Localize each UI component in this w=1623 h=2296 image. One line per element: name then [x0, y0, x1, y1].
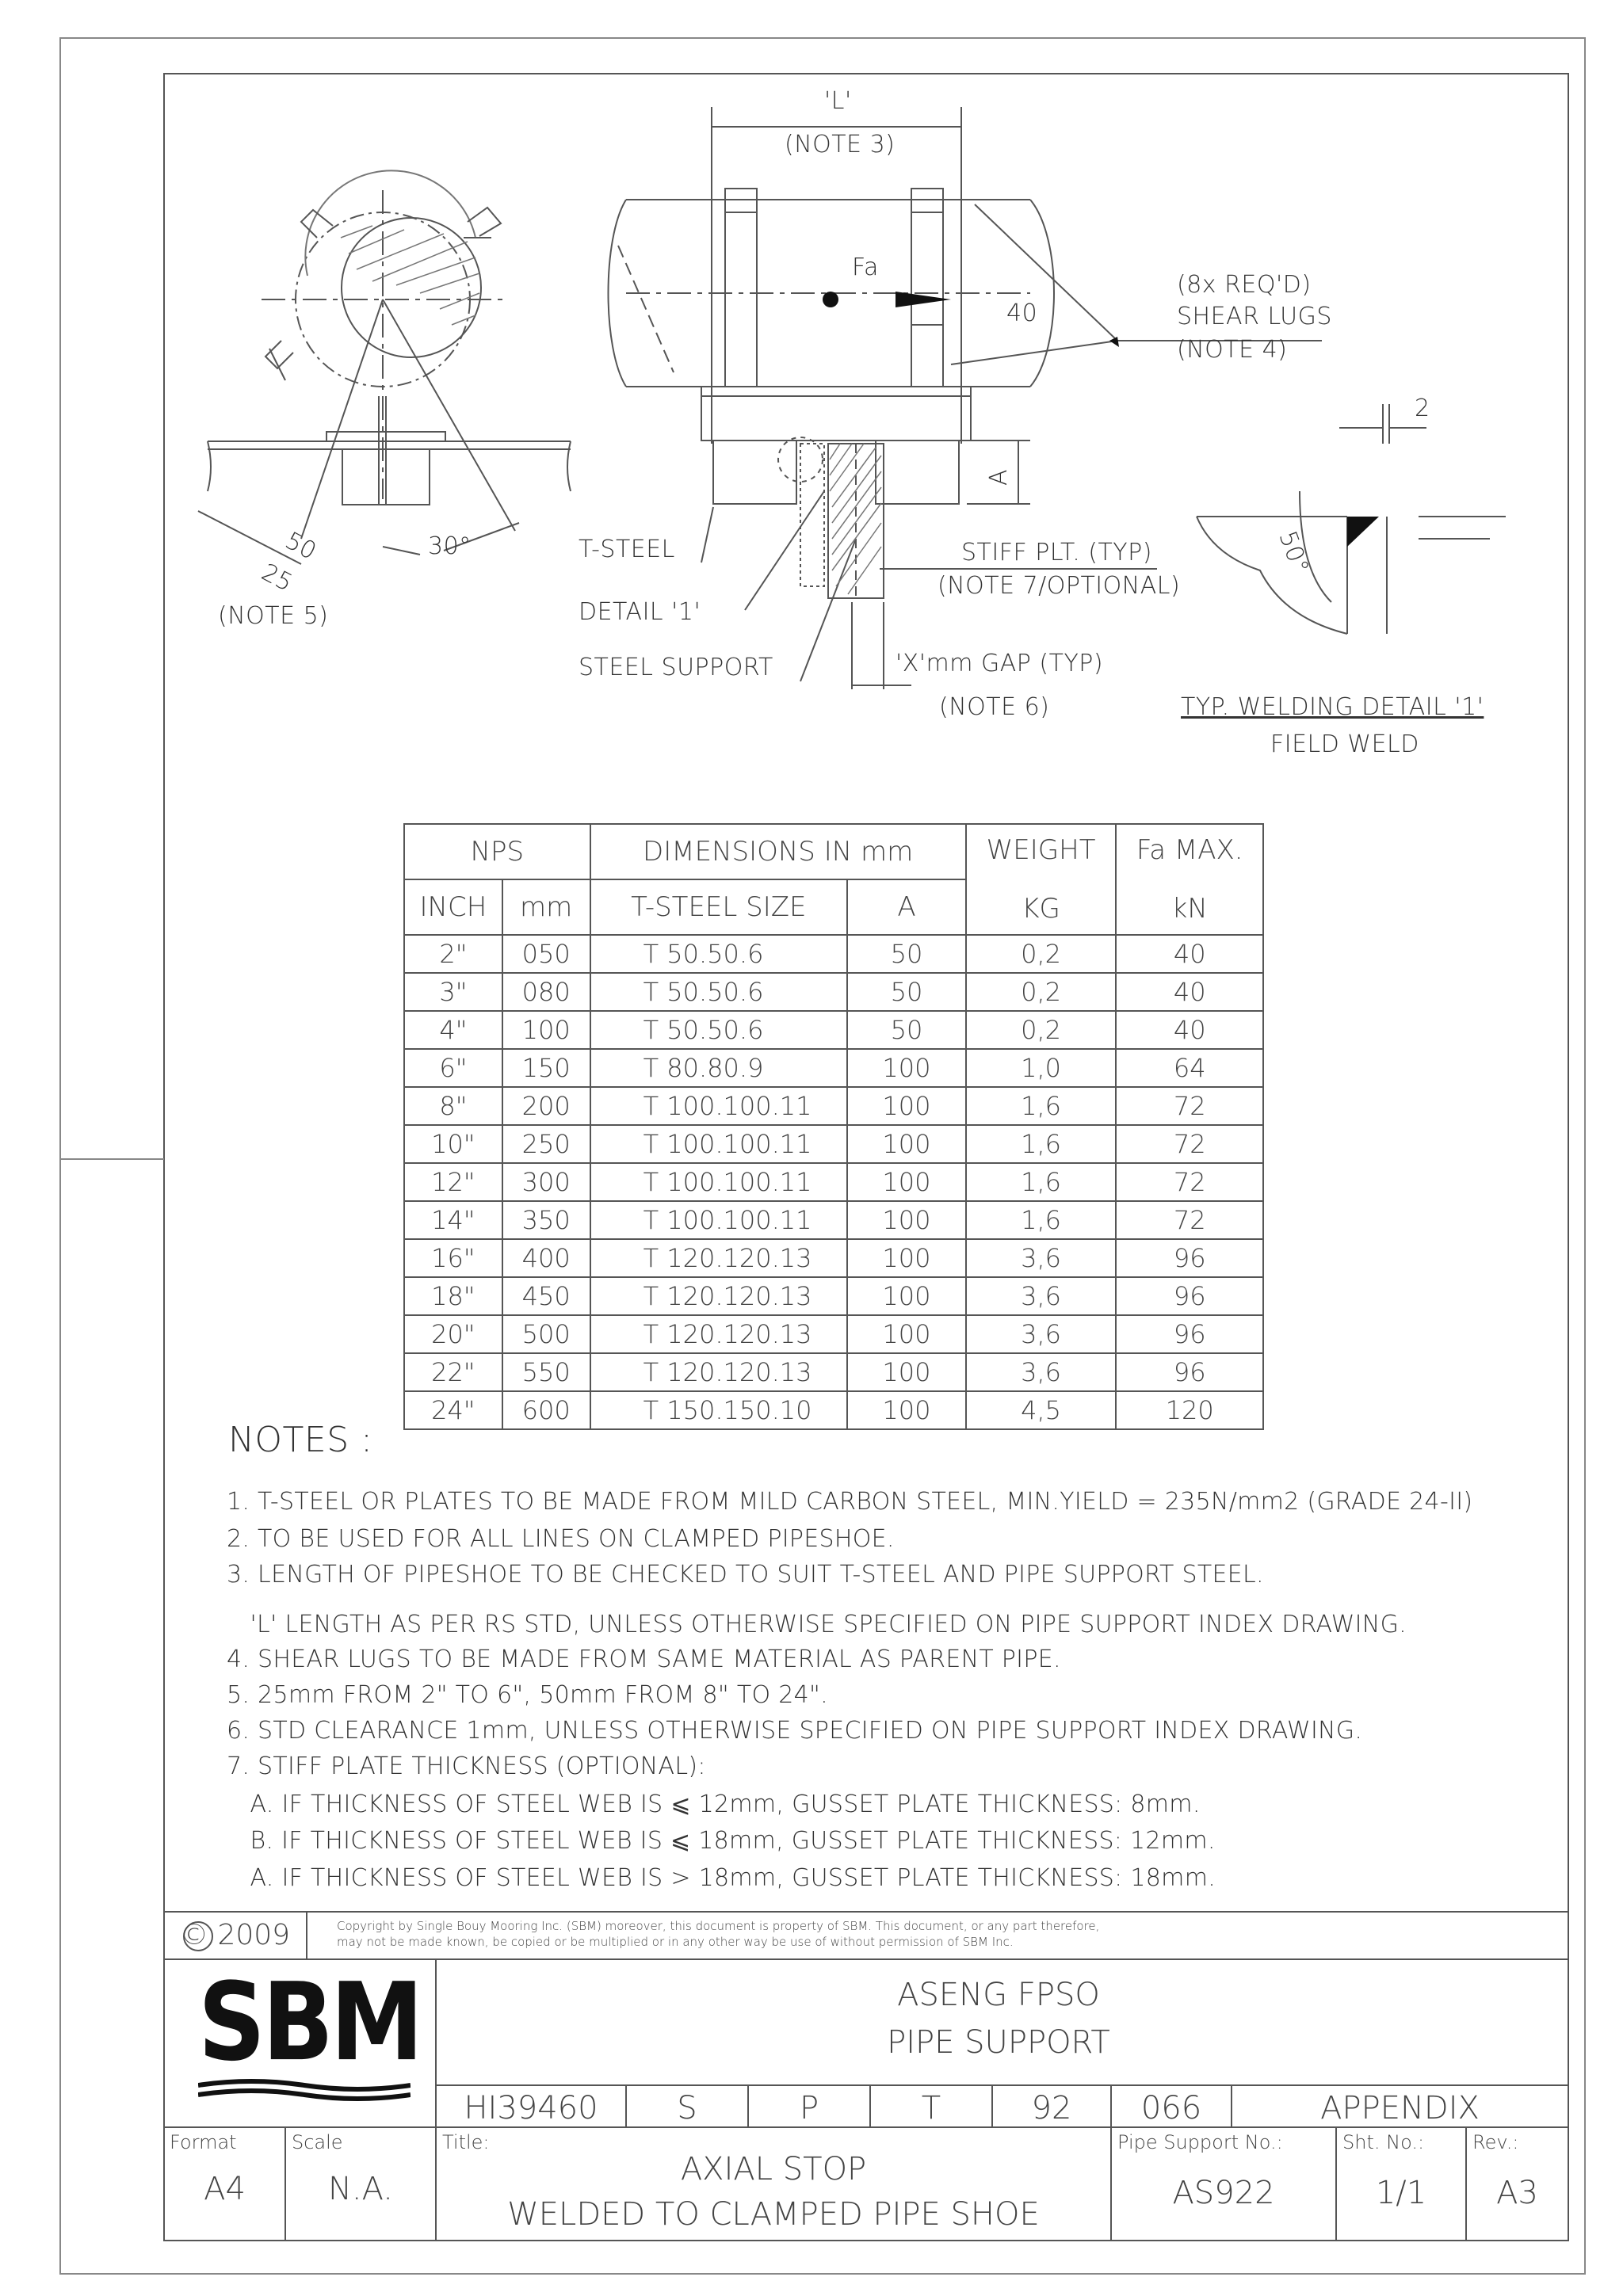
fa-label: Fa — [852, 254, 879, 281]
cell-fa-max: 72 — [1116, 1125, 1263, 1163]
sbm-logo-waves — [198, 2077, 411, 2101]
cell-weight: 4,5 — [966, 1391, 1117, 1429]
sheet-no-value: 1/1 — [1375, 2175, 1427, 2211]
code-project: HI39460 — [464, 2090, 598, 2126]
support-no-label: Pipe Support No.: — [1117, 2131, 1283, 2153]
cell-mm: 200 — [502, 1087, 590, 1125]
cell-tsteel: T 100.100.11 — [590, 1201, 848, 1239]
cell-tsteel: T 100.100.11 — [590, 1125, 848, 1163]
note-line: 7. STIFF PLATE THICKNESS (OPTIONAL): — [227, 1753, 706, 1780]
cell-tsteel: T 150.150.10 — [590, 1391, 848, 1429]
cell-mm: 550 — [502, 1353, 590, 1391]
stiff-plt-label: STIFF PLT. (TYP) — [961, 539, 1152, 566]
cell-weight: 0,2 — [966, 1011, 1117, 1049]
header-a: A — [847, 879, 966, 935]
note-line: B. IF THICKNESS OF STEEL WEB IS ⩽ 18mm, GUSSET PLATE THICKNESS: 12mm. — [227, 1827, 1216, 1855]
cell-fa-max: 40 — [1116, 973, 1263, 1011]
scale-value: N.A. — [327, 2171, 393, 2207]
note7-label: (NOTE 7/OPTIONAL) — [938, 572, 1181, 600]
lugs-qty-label: (8x REQ'D) — [1177, 271, 1312, 299]
note-line: 3. LENGTH OF PIPESHOE TO BE CHECKED TO SUIT T-STEEL AND PIPE SUPPORT STEEL. — [227, 1561, 1264, 1589]
cell-a: 100 — [847, 1087, 966, 1125]
project-name: ASENG FPSO — [897, 1977, 1100, 2013]
copyright-line-1: Copyright by Single Bouy Mooring Inc. (SBM) moreover, this document is property of SBM. This document, or any part therefore, — [337, 1919, 1100, 1933]
cell-inch: 12" — [404, 1163, 502, 1201]
cell-mm: 150 — [502, 1049, 590, 1087]
header-nps: NPS — [404, 824, 590, 879]
note-line: A. IF THICKNESS OF STEEL WEB IS ⩽ 12mm, GUSSET PLATE THICKNESS: 8mm. — [227, 1791, 1201, 1818]
cell-inch: 6" — [404, 1049, 502, 1087]
steel-support-label: STEEL SUPPORT — [579, 654, 773, 681]
cell-inch: 3" — [404, 973, 502, 1011]
cell-tsteel: T 80.80.9 — [590, 1049, 848, 1087]
cell-tsteel: T 120.120.13 — [590, 1353, 848, 1391]
cell-mm: 350 — [502, 1201, 590, 1239]
cell-a: 100 — [847, 1163, 966, 1201]
weld-detail-subtitle: FIELD WELD — [1270, 730, 1419, 758]
cell-fa-max: 72 — [1116, 1087, 1263, 1125]
cell-a: 50 — [847, 935, 966, 973]
revision-label: Rev.: — [1472, 2131, 1519, 2153]
code-appendix: APPENDIX — [1320, 2090, 1480, 2126]
cell-inch: 18" — [404, 1277, 502, 1315]
cell-weight: 1,6 — [966, 1201, 1117, 1239]
cell-a: 100 — [847, 1353, 966, 1391]
header-dimensions: DIMENSIONS IN mm — [590, 824, 966, 879]
copyright-line-2: may not be made known, be copied or be multiplied or in any other way be use of without permission of SBM Inc. — [337, 1935, 1014, 1949]
cell-inch: 2" — [404, 935, 502, 973]
cell-mm: 050 — [502, 935, 590, 973]
gap-label: 'X'mm GAP (TYP) — [896, 650, 1104, 677]
cell-mm: 500 — [502, 1315, 590, 1353]
cell-inch: 22" — [404, 1353, 502, 1391]
cell-fa-max: 64 — [1116, 1049, 1263, 1087]
angle-50-label: 50° — [1273, 527, 1315, 578]
revision-value: A3 — [1496, 2175, 1538, 2211]
sbm-logo-text: SBM — [198, 1958, 421, 2085]
cell-weight: 1,6 — [966, 1163, 1117, 1201]
code-s: S — [677, 2090, 697, 2126]
cell-tsteel: T 50.50.6 — [590, 973, 848, 1011]
code-92: 92 — [1031, 2090, 1072, 2126]
scale-label: Scale — [292, 2131, 343, 2153]
cell-mm: 300 — [502, 1163, 590, 1201]
cell-weight: 1,6 — [966, 1125, 1117, 1163]
dim-2-label: 2 — [1415, 395, 1430, 422]
dim-a-label: A — [985, 468, 1014, 486]
cell-a: 100 — [847, 1201, 966, 1239]
cell-tsteel: T 50.50.6 — [590, 1011, 848, 1049]
cell-tsteel: T 100.100.11 — [590, 1163, 848, 1201]
cell-tsteel: T 120.120.13 — [590, 1315, 848, 1353]
header-mm: mm — [502, 879, 590, 935]
cell-tsteel: T 50.50.6 — [590, 935, 848, 973]
code-066: 066 — [1140, 2090, 1202, 2126]
cell-tsteel: T 120.120.13 — [590, 1277, 848, 1315]
cell-inch: 24" — [404, 1391, 502, 1429]
sheet-no-label: Sht. No.: — [1342, 2131, 1425, 2153]
cell-a: 100 — [847, 1239, 966, 1277]
note-line: 5. 25mm FROM 2" TO 6", 50mm FROM 8" TO 24". — [227, 1681, 828, 1709]
cell-a: 50 — [847, 973, 966, 1011]
dim-25-label: 25 — [257, 558, 298, 598]
cell-inch: 20" — [404, 1315, 502, 1353]
cell-a: 100 — [847, 1277, 966, 1315]
cell-fa-max: 40 — [1116, 1011, 1263, 1049]
angle-30-label: 30° — [428, 532, 472, 560]
detail1-label: DETAIL '1' — [579, 598, 701, 626]
cell-weight: 3,6 — [966, 1315, 1117, 1353]
header-tsteel: T-STEEL SIZE — [590, 879, 848, 935]
drawing-title-2: WELDED TO CLAMPED PIPE SHOE — [507, 2196, 1040, 2233]
dim-50-label: 50 — [281, 526, 322, 566]
header-kn: kN — [1171, 893, 1208, 925]
lugs-note-label: (NOTE 4) — [1177, 336, 1288, 364]
cell-tsteel: T 100.100.11 — [590, 1087, 848, 1125]
cell-a: 100 — [847, 1391, 966, 1429]
header-inch: INCH — [404, 879, 502, 935]
note-line: 'L' LENGTH AS PER RS STD, UNLESS OTHERWISE SPECIFIED ON PIPE SUPPORT INDEX DRAWING. — [227, 1611, 1407, 1638]
code-t: T — [921, 2090, 941, 2126]
cell-weight: 1,6 — [966, 1087, 1117, 1125]
sbm-logo — [198, 1958, 421, 2101]
note-line: 2. TO BE USED FOR ALL LINES ON CLAMPED PIPESHOE. — [227, 1525, 895, 1553]
dim-40-label: 40 — [1006, 299, 1038, 327]
tsteel-label: T-STEEL — [579, 536, 675, 563]
note-line: 6. STD CLEARANCE 1mm, UNLESS OTHERWISE SPECIFIED ON PIPE SUPPORT INDEX DRAWING. — [227, 1717, 1363, 1745]
cell-fa-max: 120 — [1116, 1391, 1263, 1429]
cell-mm: 450 — [502, 1277, 590, 1315]
note6-label: (NOTE 6) — [939, 693, 1050, 721]
format-label: Format — [170, 2131, 237, 2153]
cell-weight: 3,6 — [966, 1239, 1117, 1277]
cell-mm: 250 — [502, 1125, 590, 1163]
drawing-title-1: AXIAL STOP — [680, 2151, 867, 2187]
cell-weight: 3,6 — [966, 1353, 1117, 1391]
dim-l-label: 'L' — [824, 87, 852, 115]
cell-mm: 080 — [502, 973, 590, 1011]
notes-heading: NOTES : — [228, 1420, 373, 1460]
cell-tsteel: T 120.120.13 — [590, 1239, 848, 1277]
note-line: 4. SHEAR LUGS TO BE MADE FROM SAME MATERIAL AS PARENT PIPE. — [227, 1646, 1061, 1673]
cell-fa-max: 96 — [1116, 1277, 1263, 1315]
cell-fa-max: 96 — [1116, 1315, 1263, 1353]
cell-mm: 400 — [502, 1239, 590, 1277]
cell-weight: 3,6 — [966, 1277, 1117, 1315]
header-weight-label: WEIGHT — [986, 834, 1096, 866]
weld-detail-title: TYP. WELDING DETAIL '1' — [1181, 693, 1484, 721]
code-p: P — [799, 2090, 819, 2126]
cell-inch: 8" — [404, 1087, 502, 1125]
cell-inch: 10" — [404, 1125, 502, 1163]
project-discipline: PIPE SUPPORT — [887, 2024, 1110, 2061]
note3-label: (NOTE 3) — [785, 131, 896, 158]
cell-fa-max: 72 — [1116, 1201, 1263, 1239]
cell-a: 100 — [847, 1315, 966, 1353]
note5-label: (NOTE 5) — [218, 602, 329, 630]
cell-mm: 600 — [502, 1391, 590, 1429]
copyright-year: © 2009 — [180, 1919, 291, 1951]
header-fa-max-label: Fa MAX. — [1136, 834, 1243, 866]
cell-weight: 0,2 — [966, 935, 1117, 973]
cell-inch: 4" — [404, 1011, 502, 1049]
lugs-name-label: SHEAR LUGS — [1177, 303, 1332, 330]
format-value: A4 — [204, 2171, 246, 2207]
cell-weight: 0,2 — [966, 973, 1117, 1011]
cell-fa-max: 96 — [1116, 1353, 1263, 1391]
cell-a: 50 — [847, 1011, 966, 1049]
support-no-value: AS922 — [1172, 2175, 1275, 2211]
cell-a: 100 — [847, 1049, 966, 1087]
cell-mm: 100 — [502, 1011, 590, 1049]
note-line: A. IF THICKNESS OF STEEL WEB IS > 18mm, GUSSET PLATE THICKNESS: 18mm. — [227, 1864, 1216, 1892]
note-line: 1. T-STEEL OR PLATES TO BE MADE FROM MILD CARBON STEEL, MIN.YIELD = 235N/mm2 (GRADE 24-II) — [227, 1488, 1473, 1516]
cell-fa-max: 72 — [1116, 1163, 1263, 1201]
cell-inch: 14" — [404, 1201, 502, 1239]
cell-weight: 1,0 — [966, 1049, 1117, 1087]
cell-a: 100 — [847, 1125, 966, 1163]
cell-fa-max: 40 — [1116, 935, 1263, 973]
cell-fa-max: 96 — [1116, 1239, 1263, 1277]
header-kg: KG — [1022, 893, 1060, 925]
cell-inch: 16" — [404, 1239, 502, 1277]
title-label: Title: — [442, 2131, 490, 2153]
